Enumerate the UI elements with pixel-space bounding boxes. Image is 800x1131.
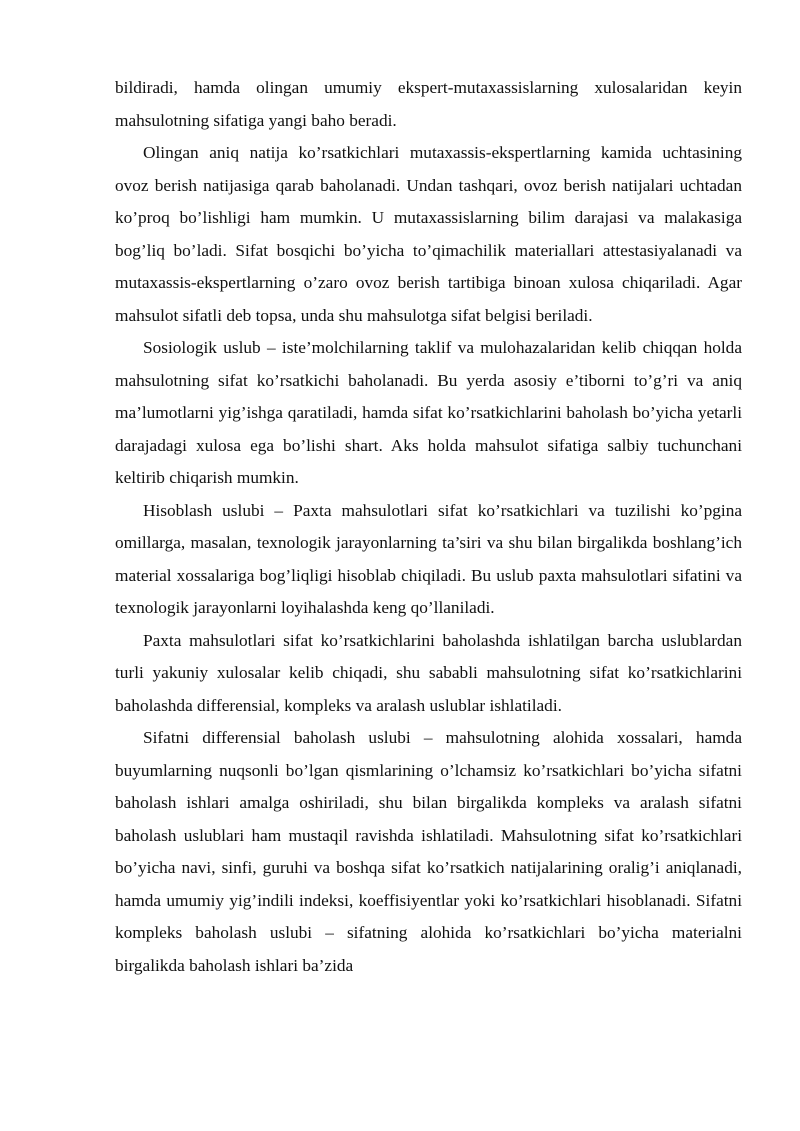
paragraph-calculation-method: Hisoblash uslubi – Paxta mahsulotlari sifat ko’rsatkichlari va tuzilishi ko’pgina omillarga, masalan, texnologik jarayonlarning ta’siri va shu bilan birgalikda boshlang’ich material xossalariga bog’liqligi hisoblab chiqiladi. Bu uslub paxta mahsulotlari sifatini va texnologik jarayonlarni loyihalashda keng qo’llaniladi. xyxy=(115,500,742,617)
paragraph-differential-method: Sifatni differensial baholash uslubi – mahsulotning alohida xossalari, hamda buyumlarning nuqsonli bo’lgan qismlarining o’lchamsiz ko’rsatkichlari bo’yicha sifatni baholash ishlari amalga oshiriladi, shu bilan birgalikda kompleks va aralash sifatni baholash uslublari ham mustaqil ravishda ishlatiladi. Mahsulotning sifat ko’rsatkichlari bo’yicha navi, sinfi, guruhi va boshqa sifat ko’rsatkich natijalarining oralig’i aniqlanadi, hamda umumiy yig’indili indeksi, koeffisiyentlar yoki ko’rsatkichlari hisoblanadi. Sifatni kompleks baholash uslubi – sifatning alohida ko’rsatkichlari bo’yicha materialni birgalikda baholash ishlari ba’zida xyxy=(115,728,742,975)
paragraph-continuation: bildiradi, hamda olingan umumiy ekspert-mutaxassislarning xulosalaridan keyin mahsulotning sifatiga yangi baho beradi. xyxy=(115,78,742,130)
paragraph-evaluation-methods: Paxta mahsulotlari sifat ko’rsatkichlarini baholashda ishlatilgan barcha uslublardan turli yakuniy xulosalar kelib chiqadi, shu sababli mahsulotning sifat ko’rsatkichlarini baholashda differensial, kompleks va aralash uslublar ishlatiladi. xyxy=(115,630,742,715)
paragraph-sociological-method: Sosiologik uslub – iste’molchilarning taklif va mulohazalaridan kelib chiqqan holda mahsulotning sifat ko’rsatkichi baholanadi. Bu yerda asosiy e’tiborni to’g’ri va aniq ma’lumotlarni yig’ishga qaratiladi, hamda sifat ko’rsatkichlarini baholash bo’yicha yetarli darajadagi xulosa ega bo’lishi shart. Aks holda mahsulot sifatiga salbiy tuchunchani keltirib chiqarish mumkin. xyxy=(115,338,742,487)
document-body xyxy=(115,72,742,982)
paragraph-expert-voting: Olingan aniq natija ko’rsatkichlari mutaxassis-ekspertlarning kamida uchtasining ovoz berish natijasiga qarab baholanadi. Undan tashqari, ovoz berish natijalari uchtadan ko’proq bo’lishligi ham mumkin. U mutaxassislarning bilim darajasi va malakasiga bog’liq bo’ladi. Sifat bosqichi bo’yicha to’qimachilik materiallari attestasiyalanadi va mutaxassis-ekspertlarning o’zaro ovoz berish tartibiga binoan xulosa chiqariladi. Agar mahsulot sifatli deb topsa, unda shu mahsulotga sifat belgisi beriladi. xyxy=(115,143,742,325)
